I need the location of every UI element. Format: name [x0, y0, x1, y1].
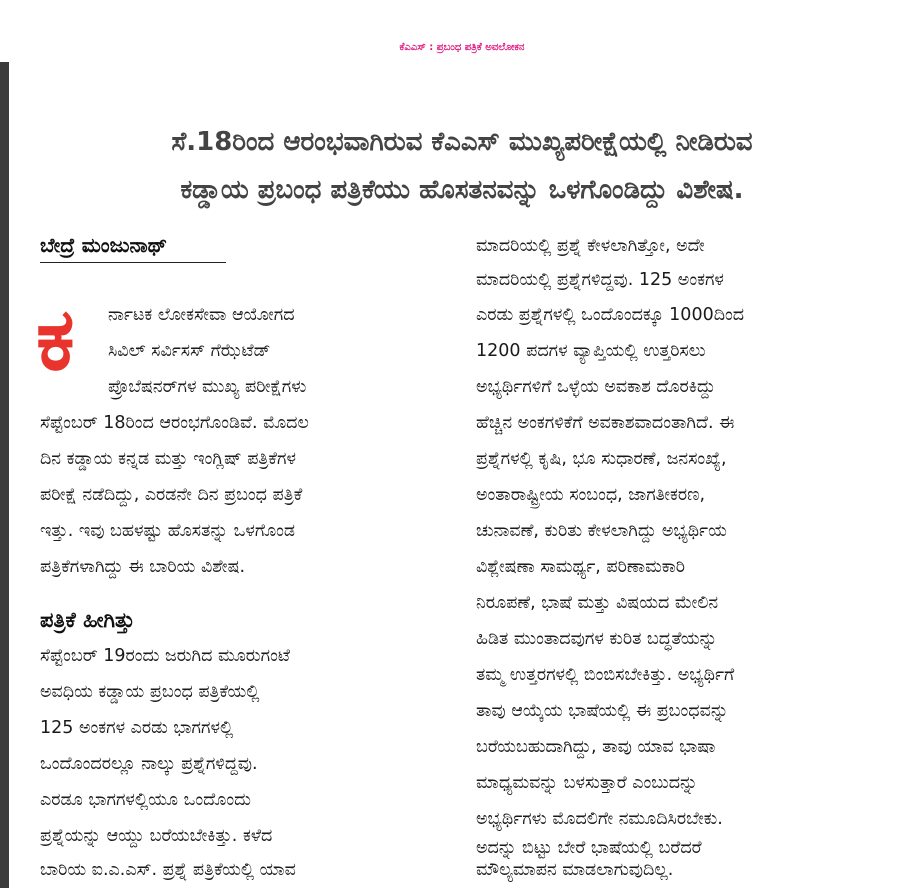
drop-cap: ಕ [36, 290, 75, 390]
body-line: 125 ಅಂಕಗಳ ಎರಡು ಭಾಗಗಳಲ್ಲಿ [40, 718, 234, 738]
body-line: ದಿನ ಕಡ್ಡಾಯ ಕನ್ನಡ ಮತ್ತು ಇಂಗ್ಲಿಷ್ ಪತ್ರಿಕೆಗಳ [40, 449, 296, 469]
body-line: ವಿಶ್ಲೇಷಣಾ ಸಾಮರ್ಥ್ಯ, ಪರಿಣಾಮಕಾರಿ [476, 557, 686, 577]
lead-line: ಪ್ರೊಬೆಷನರ್‌ಗಳ ಮುಖ್ಯ ಪರೀಕ್ಷೆಗಳು [108, 377, 307, 397]
body-line: ಅವಧಿಯ ಕಡ್ಡಾಯ ಪ್ರಬಂಧ ಪತ್ರಿಕೆಯಲ್ಲಿ [40, 682, 260, 702]
body-line: ಸೆಪ್ಟೆಂಬರ್ 19ರಂದು ಜರುಗಿದ ಮೂರುಗಂಟೆ [40, 646, 291, 666]
subhead-line: ಸೆ.18ರಿಂದ ಆರಂಭವಾಗಿರುವ ಕೆಎಎಸ್ ಮುಖ್ಯಪರೀಕ್ಷೆಯಲ್ಲಿ ನೀಡಿರುವ [171, 127, 753, 157]
body-line: ಅಭ್ಯರ್ಥಿಗಳಿಗೆ ಒಳ್ಳೆಯ ಅವಕಾಶ ದೊರಕಿದ್ದು [476, 377, 716, 397]
body-line: ಅಂತಾರಾಷ್ಟ್ರೀಯ ಸಂಬಂಧ, ಜಾಗತೀಕರಣ, [476, 485, 706, 505]
body-line: ಪ್ರಶ್ನೆಗಳಲ್ಲಿ ಕೃಷಿ, ಭೂ ಸುಧಾರಣೆ, ಜನಸಂಖ್ಯೆ, [476, 449, 727, 469]
body-line: ಮಾಧ್ಯಮವನ್ನು ಬಳಸುತ್ತಾರೆ ಎಂಬುದನ್ನು [476, 773, 698, 793]
byline: ಬೇದ್ರೆ ಮಂಜುನಾಥ್ [40, 228, 226, 263]
lead-line: ರ್ನಾಟಕ ಲೋಕಸೇವಾ ಆಯೋಗದ [108, 305, 295, 325]
left-edge-bar [0, 62, 9, 888]
lead-line: ಸಿವಿಲ್ ಸರ್ವಿಸಸ್ ಗೆಝೆಟೆಡ್ [108, 341, 271, 361]
body-line: 1200 ಪದಗಳ ವ್ಯಾಪ್ತಿಯಲ್ಲಿ ಉತ್ತರಿಸಲು [476, 341, 706, 361]
body-line: ಮಾದರಿಯಲ್ಲಿ ಪ್ರಶ್ನೆ ಕೇಳಲಾಗಿತ್ತೋ, ಅದೇ [476, 236, 705, 256]
subheadline [30, 118, 894, 214]
body-line: ಒಂದೊಂದರಲ್ಲೂ ನಾಲ್ಕು ಪ್ರಶ್ನೆಗಳಿದ್ದವು. [40, 754, 258, 774]
body-line: ಅಭ್ಯರ್ಥಿಗಳು ಮೊದಲಿಗೇ ನಮೂದಿಸಿರಬೇಕು. [476, 809, 723, 829]
body-line: ತಮ್ಮ ಉತ್ತರಗಳಲ್ಲಿ ಬಿಂಬಿಸಬೇಕಿತ್ತು. ಅಭ್ಯರ್ಥಿಗೆ [476, 665, 735, 685]
body-line: ಪರೀಕ್ಷೆ ನಡೆದಿದ್ದು, ಎರಡನೇ ದಿನ ಪ್ರಬಂಧ ಪತ್ರಿಕೆ [40, 485, 303, 505]
subhead-line: ಕಡ್ಡಾಯ ಪ್ರಬಂಧ ಪತ್ರಿಕೆಯು ಹೊಸತನವನ್ನು ಒಳಗೊಂಡಿದ್ದು ವಿಶೇಷ. [180, 175, 744, 205]
body-line: ಹೆಚ್ಚಿನ ಅಂಕಗಳಿಕೆಗೆ ಅವಕಾಶವಾದಂತಾಗಿದೆ. ಈ [476, 413, 735, 433]
body-line: ಎರಡು ಪ್ರಶ್ನೆಗಳಲ್ಲಿ ಒಂದೊಂದಕ್ಕೂ 1000ದಿಂದ [476, 305, 745, 325]
body-line: ಬಾರಿಯ ಐ.ಎ.ಎಸ್. ಪ್ರಶ್ನೆ ಪತ್ರಿಕೆಯಲ್ಲಿ ಯಾವ [40, 860, 296, 880]
body-line: ಸೆಪ್ಟೆಂಬರ್ 18ರಿಂದ ಆರಂಭಗೊಂಡಿವೆ. ಮೊದಲ [40, 413, 309, 433]
body-line: ನಿರೂಪಣೆ, ಭಾಷೆ ಮತ್ತು ವಿಷಯದ ಮೇಲಿನ [476, 593, 719, 613]
body-line: ಪತ್ರಿಕೆಗಳಾಗಿದ್ದು ಈ ಬಾರಿಯ ವಿಶೇಷ. [40, 557, 246, 577]
headline: ಕೆಎಎಸ್ : ಪ್ರಬಂಧ ಪತ್ರಿಕೆ ಅವಲೋಕನ [399, 42, 525, 53]
body-line: ಪ್ರಶ್ನೆಯನ್ನು ಆಯ್ದು ಬರೆಯಬೇಕಿತ್ತು. ಕಳೆದ [40, 826, 273, 846]
section-heading: ಪತ್ರಿಕೆ ಹೀಗಿತ್ತು [40, 608, 135, 632]
body-line: ಎರಡೂ ಭಾಗಗಳಲ್ಲಿಯೂ ಒಂದೊಂದು [40, 790, 251, 810]
body-line: ಅದನ್ನು ಬಿಟ್ಟು ಬೇರೆ ಭಾಷೆಯಲ್ಲಿ ಬರೆದರೆ [476, 838, 702, 858]
body-line: ಚುನಾವಣೆ, ಕುರಿತು ಕೇಳಲಾಗಿದ್ದು ಅಭ್ಯರ್ಥಿಯ [476, 521, 727, 541]
body-line: ಹಿಡಿತ ಮುಂತಾದವುಗಳ ಕುರಿತ ಬದ್ಧತೆಯನ್ನು [476, 629, 718, 649]
body-line: ಮಾದರಿಯಲ್ಲಿ ಪ್ರಶ್ನೆಗಳಿದ್ದವು. 125 ಅಂಕಗಳ [476, 270, 724, 290]
body-line: ಮೌಲ್ಯಮಾಪನ ಮಾಡಲಾಗುವುದಿಲ್ಲ. [476, 860, 674, 880]
body-line: ಇತ್ತು. ಇವು ಬಹಳಷ್ಟು ಹೊಸತನ್ನು ಒಳಗೊಂಡ [40, 521, 296, 541]
body-line: ತಾವು ಆಯ್ಕೆಯ ಭಾಷೆಯಲ್ಲಿ ಈ ಪ್ರಬಂಧವನ್ನು [476, 701, 729, 721]
body-line: ಬರೆಯಬಹುದಾಗಿದ್ದು, ತಾವು ಯಾವ ಭಾಷಾ [476, 737, 716, 757]
